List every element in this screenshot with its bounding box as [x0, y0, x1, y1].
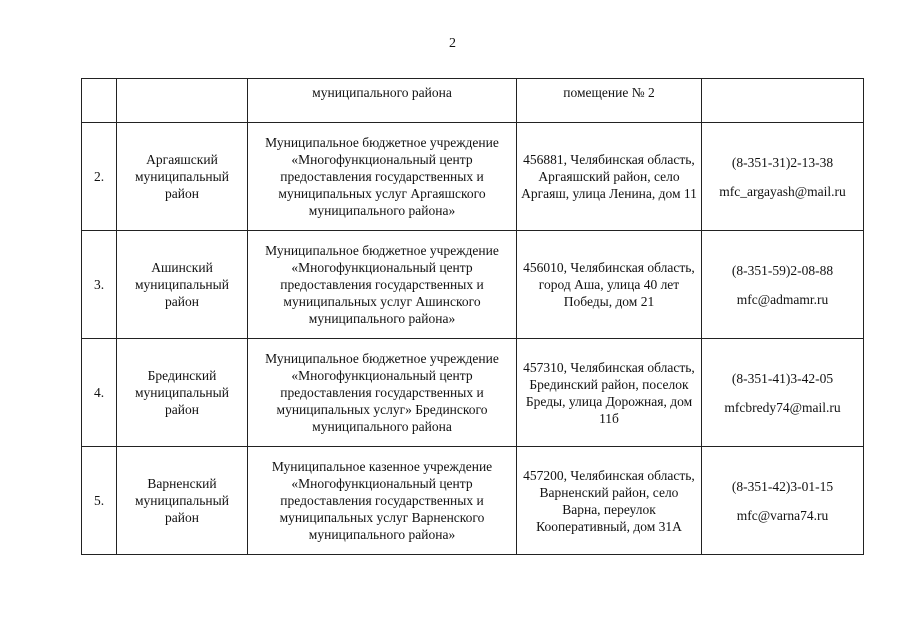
contact-email: mfc_argayash@mail.ru — [719, 183, 846, 199]
contact-email: mfc@admamr.ru — [736, 291, 829, 307]
cell-institution: Муниципальное бюджетное учреждение «Многофункциональный центр предоставления государственных и муниципальных услуг Аргаяшского муниципального района» — [248, 123, 517, 231]
contact-phone: (8-351-41)3-42-05 — [731, 370, 834, 386]
contact-email: mfc@varna74.ru — [736, 507, 829, 523]
table-row — [82, 231, 864, 339]
cell-num: 5. — [82, 447, 117, 555]
cell-institution: Муниципальное бюджетное учреждение «Многофункциональный центр предоставления государственных и муниципальных услуг Ашинского муниципального района» — [248, 231, 517, 339]
cell-district: Аргаяшский муниципальный район — [117, 123, 248, 231]
cell-district — [117, 79, 248, 123]
page-number: 2 — [449, 36, 456, 51]
cell-institution: Муниципальное казенное учреждение «Многофункциональный центр предоставления государственных и муниципальных услуг Варненского муниципального района» — [248, 447, 517, 555]
mfc-registry-table — [81, 78, 864, 555]
table-row — [82, 447, 864, 555]
contact-phone: (8-351-59)2-08-88 — [731, 262, 834, 278]
cell-num: 4. — [82, 339, 117, 447]
cell-num — [82, 79, 117, 123]
cell-contacts — [702, 447, 864, 555]
table-row — [82, 339, 864, 447]
cell-address: 456010, Челябинская область, город Аша, улица 40 лет Победы, дом 21 — [517, 231, 702, 339]
table-row-continuation — [82, 79, 864, 123]
cell-num: 2. — [82, 123, 117, 231]
cell-address: 456881, Челябинская область, Аргаяшский район, село Аргаяш, улица Ленина, дом 11 — [517, 123, 702, 231]
cell-contacts — [702, 79, 864, 123]
contact-phone: (8-351-42)3-01-15 — [731, 478, 834, 494]
cell-num: 3. — [82, 231, 117, 339]
cell-district: Ашинский муниципальный район — [117, 231, 248, 339]
cell-contacts — [702, 123, 864, 231]
contact-phone: (8-351-31)2-13-38 — [731, 154, 834, 170]
cell-district: Варненский муниципальный район — [117, 447, 248, 555]
cell-address: 457200, Челябинская область, Варненский район, село Варна, переулок Кооперативный, дом 31А — [517, 447, 702, 555]
cell-contacts — [702, 339, 864, 447]
contact-email: mfcbredy74@mail.ru — [724, 399, 841, 415]
cell-district: Брединский муниципальный район — [117, 339, 248, 447]
cell-institution: муниципального района — [248, 79, 517, 123]
table-row — [82, 123, 864, 231]
cell-contacts — [702, 231, 864, 339]
cell-address: 457310, Челябинская область, Брединский район, поселок Бреды, улица Дорожная, дом 11б — [517, 339, 702, 447]
cell-address: помещение № 2 — [517, 79, 702, 123]
cell-institution: Муниципальное бюджетное учреждение «Многофункциональный центр предоставления государственных и муниципальных услуг» Брединского муниципального района — [248, 339, 517, 447]
